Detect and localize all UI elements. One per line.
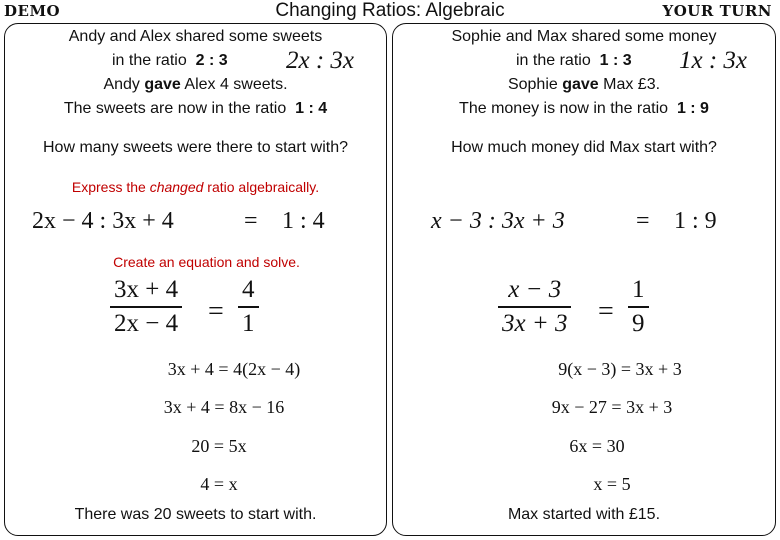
demo-gave-word: gave bbox=[144, 76, 181, 93]
demo-label: DEMO bbox=[4, 2, 61, 20]
turn-frac-left-num: x − 3 bbox=[508, 276, 562, 303]
demo-intro-line1: Andy and Alex shared some sweets bbox=[68, 28, 323, 45]
turn-changed-target: 1 : 9 bbox=[674, 208, 717, 234]
demo-ratio-value: 2 : 3 bbox=[195, 52, 228, 69]
turn-ratio-algebraic: 1x : 3x bbox=[679, 47, 748, 74]
page-title: Changing Ratios: Algebraic bbox=[275, 0, 505, 21]
demo-ratio-line bbox=[112, 52, 228, 70]
fraction-bar bbox=[110, 306, 182, 308]
turn-step-2: 9x − 27 = 3x + 3 bbox=[551, 397, 673, 417]
demo-gave-line bbox=[4, 76, 387, 94]
demo-changed-ratio: 2x − 4 : 3x + 4 bbox=[32, 208, 174, 234]
turn-fraction-right bbox=[628, 276, 649, 338]
turn-ratio-label: in the ratio bbox=[516, 52, 591, 69]
demo-hint-express bbox=[4, 179, 387, 195]
demo-hint-create: Create an equation and solve. bbox=[113, 254, 300, 270]
demo-now-line bbox=[4, 100, 387, 118]
turn-step-4: x = 5 bbox=[593, 474, 631, 494]
turn-equals: = bbox=[636, 208, 650, 234]
demo-gave-pre: Andy bbox=[103, 76, 145, 93]
turn-now-line bbox=[392, 100, 776, 118]
demo-fraction-left bbox=[110, 276, 182, 338]
demo-frac-equals: = bbox=[208, 296, 224, 327]
turn-now-label: The money is now in the ratio bbox=[459, 100, 669, 117]
turn-intro-line1: Sophie and Max shared some money bbox=[451, 28, 717, 45]
hint-express-em: changed bbox=[149, 179, 204, 195]
demo-question: How many sweets were there to start with? bbox=[42, 139, 348, 156]
turn-changed-ratio: x − 3 : 3x + 3 bbox=[431, 208, 565, 234]
fraction-bar bbox=[628, 306, 649, 308]
demo-step-2: 3x + 4 = 8x − 16 bbox=[163, 397, 285, 417]
turn-gave-word: gave bbox=[562, 76, 599, 93]
demo-changed-target: 1 : 4 bbox=[282, 208, 325, 234]
turn-now-value: 1 : 9 bbox=[676, 100, 709, 117]
hint-express-post: ratio algebraically. bbox=[203, 179, 320, 195]
demo-answer: There was 20 sweets to start with. bbox=[74, 506, 317, 523]
turn-answer: Max started with £15. bbox=[507, 506, 661, 523]
demo-now-value: 1 : 4 bbox=[295, 100, 328, 117]
turn-frac-left-den: 3x + 3 bbox=[502, 310, 568, 337]
turn-gave-post: Max £3. bbox=[598, 76, 661, 93]
turn-ratio-line bbox=[516, 52, 632, 70]
turn-gave-pre: Sophie bbox=[507, 76, 563, 93]
your-turn-label: YOUR TURN bbox=[662, 2, 772, 20]
fraction-bar bbox=[498, 306, 571, 308]
turn-gave-line bbox=[392, 76, 776, 94]
demo-frac-right-num: 4 bbox=[242, 276, 255, 303]
turn-question: How much money did Max start with? bbox=[451, 139, 717, 156]
turn-frac-right-den: 9 bbox=[632, 310, 645, 337]
hint-express-pre: Express the bbox=[71, 179, 150, 195]
demo-step-4: 4 = x bbox=[200, 474, 238, 494]
demo-frac-right-den: 1 bbox=[242, 310, 255, 337]
demo-equals: = bbox=[244, 208, 258, 234]
turn-step-1: 9(x − 3) = 3x + 3 bbox=[558, 359, 682, 379]
demo-frac-left-num: 3x + 4 bbox=[114, 276, 179, 303]
demo-now-label: The sweets are now in the ratio bbox=[63, 100, 287, 117]
demo-fraction-right bbox=[238, 276, 259, 338]
demo-ratio-algebraic: 2x : 3x bbox=[286, 47, 355, 74]
demo-frac-left-den: 2x − 4 bbox=[114, 310, 179, 337]
fraction-bar bbox=[238, 306, 259, 308]
demo-ratio-label: in the ratio bbox=[112, 52, 187, 69]
turn-frac-equals: = bbox=[598, 296, 614, 327]
turn-step-3: 6x = 30 bbox=[569, 436, 625, 456]
turn-frac-right-num: 1 bbox=[632, 276, 645, 303]
demo-step-3: 20 = 5x bbox=[191, 436, 247, 456]
turn-ratio-value: 1 : 3 bbox=[599, 52, 632, 69]
turn-fraction-left bbox=[498, 276, 571, 338]
demo-step-1: 3x + 4 = 4(2x − 4) bbox=[167, 359, 301, 379]
demo-gave-post: Alex 4 sweets. bbox=[180, 76, 288, 93]
